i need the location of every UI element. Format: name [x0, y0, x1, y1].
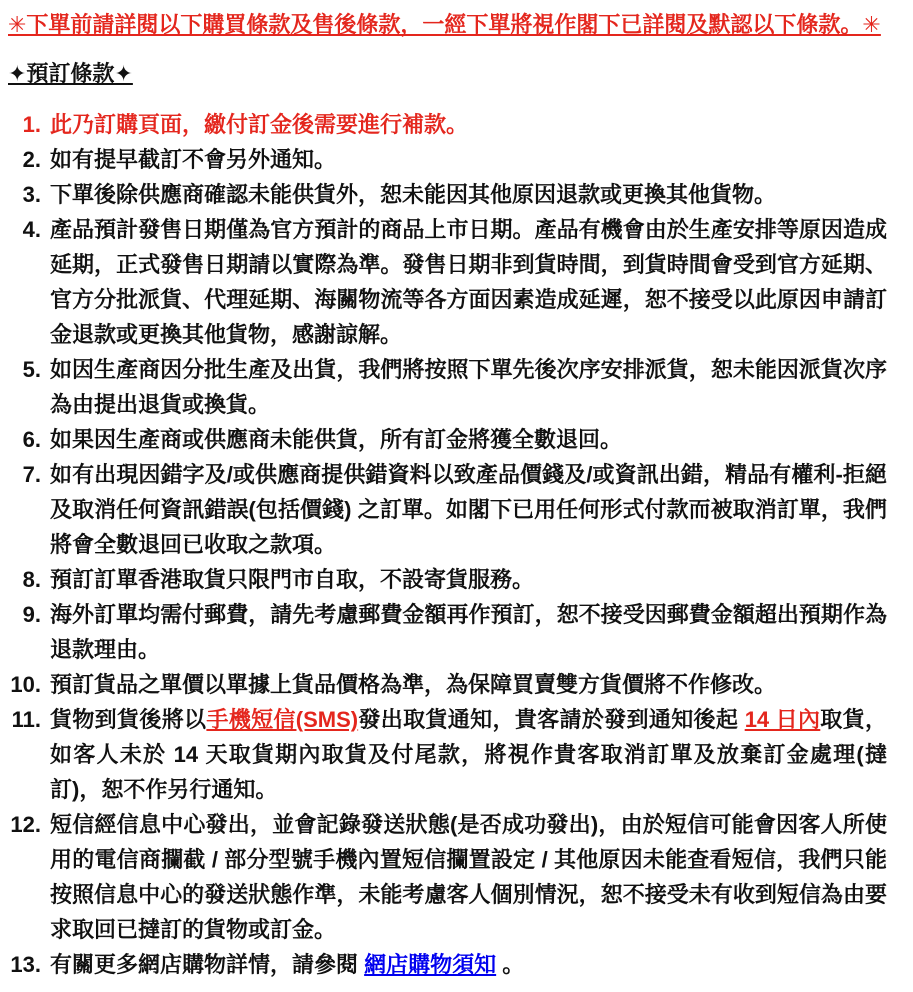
term-text: [50, 427, 622, 452]
term-text: [50, 952, 524, 977]
term-segment: 預訂訂單香港取貨只限門市自取，不設寄貨服務。: [50, 567, 535, 592]
term-number: 1.: [22, 112, 41, 137]
term-segment: 。: [496, 952, 525, 977]
term-item-1: [8, 107, 887, 142]
term-item-2: [8, 142, 887, 177]
term-segment: 海外訂單均需付郵費，請先考慮郵費金額再作預訂，恕不接受因郵費金額超出預期作為退款理由。: [50, 602, 887, 662]
term-text: [50, 462, 887, 557]
term-text: [50, 602, 887, 662]
term-text: [50, 707, 887, 802]
term-segment: 短信經信息中心發出，並會記錄發送狀態(是否成功發出)，由於短信可能會因客人所使用的電信商攔截 / 部分型號手機內置短信攔置設定 / 其他原因未能查看短信，我們只能按照信息中心的發送狀態作準，未能考慮客人個別情況，恕不接受未有收到短信為由要求取回已撻訂的貨物或訂金。: [50, 812, 887, 942]
term-number: 5.: [22, 357, 41, 382]
term-number: 10.: [10, 672, 41, 697]
pre-order-warning-banner: ✳下單前請詳閱以下購買條款及售後條款，一經下單將視作閣下已詳閱及默認以下條款。✳: [8, 12, 881, 37]
term-segment: 產品預計發售日期僅為官方預計的商品上市日期。產品有機會由於生產安排等原因造成延期，正式發售日期請以實際為準。發售日期非到貨時間，到貨時間會受到官方延期、官方分批派貨、代理延期、海關物流等各方面因素造成延遲，恕不接受以此原因申請訂金退款或更換其他貨物，感謝諒解。: [50, 217, 887, 347]
sms-highlight: 手機短信(SMS): [206, 707, 359, 732]
term-text: [50, 357, 887, 417]
section-title-preorder-terms: ✦預訂條款✦: [8, 61, 133, 86]
term-number: 7.: [22, 462, 41, 487]
term-text: [50, 672, 776, 697]
term-text: [50, 812, 887, 942]
term-text: [50, 112, 468, 137]
term-segment: 下單後除供應商確認未能供貨外，恕未能因其他原因退款或更換其他貨物。: [50, 182, 777, 207]
term-item-10: [8, 667, 887, 702]
term-item-13: [8, 947, 887, 982]
term-segment: 預訂貨品之單價以單據上貨品價格為準，為保障買賣雙方貨價將不作修改。: [50, 672, 777, 697]
term-item-7: [8, 457, 887, 562]
term-text: [50, 147, 336, 172]
term-segment: 如果因生產商或供應商未能供貨，所有訂金將獲全數退回。: [50, 427, 623, 452]
term-segment: 如因生產商因分批生產及出貨，我們將按照下單先後次序安排派貨，恕未能因派貨次序為由提出退貨或換貨。: [50, 357, 887, 417]
term-number: 8.: [22, 567, 41, 592]
term-item-11: [8, 702, 887, 807]
14-days-highlight: 14 日內: [744, 707, 821, 732]
terms-list: [8, 107, 887, 982]
term-number: 9.: [22, 602, 41, 627]
term-number: 13.: [10, 952, 41, 977]
term-segment: 此乃訂購頁面，繳付訂金後需要進行補款。: [50, 112, 469, 137]
term-number: 4.: [22, 217, 41, 242]
term-segment: 有關更多網店購物詳情，請參閱: [50, 952, 365, 977]
term-item-9: [8, 597, 887, 667]
term-item-4: [8, 212, 887, 352]
term-item-6: [8, 422, 887, 457]
term-segment: 取貨，如客人未於 14 天取貨期內取貨及付尾款，將視作貴客取消訂單及放棄訂金處理(撻訂)，恕不作另行通知。: [50, 707, 887, 802]
term-item-5: [8, 352, 887, 422]
term-number: 11.: [11, 707, 41, 732]
term-segment: 如有提早截訂不會另外通知。: [50, 147, 337, 172]
term-segment: 貨物到貨後將以: [50, 707, 207, 732]
term-text: [50, 182, 776, 207]
term-item-3: [8, 177, 887, 212]
term-segment: 發出取貨通知，貴客請於發到通知後起: [358, 707, 745, 732]
term-item-12: [8, 807, 887, 947]
term-number: 2.: [22, 147, 41, 172]
term-number: 3.: [22, 182, 41, 207]
term-number: 6.: [22, 427, 41, 452]
term-number: 12.: [10, 812, 41, 837]
term-item-8: [8, 562, 887, 597]
term-text: [50, 567, 534, 592]
shop-notice-link[interactable]: 網店購物須知: [364, 952, 497, 977]
term-segment: 如有出現因錯字及/或供應商提供錯資料以致產品價錢及/或資訊出錯，精品有權利-拒絕及取消任何資訊錯誤(包括價錢) 之訂單。如閣下已用任何形式付款而被取消訂單，我們將會全數退回已收取之款項。: [50, 462, 887, 557]
term-text: [50, 217, 887, 347]
